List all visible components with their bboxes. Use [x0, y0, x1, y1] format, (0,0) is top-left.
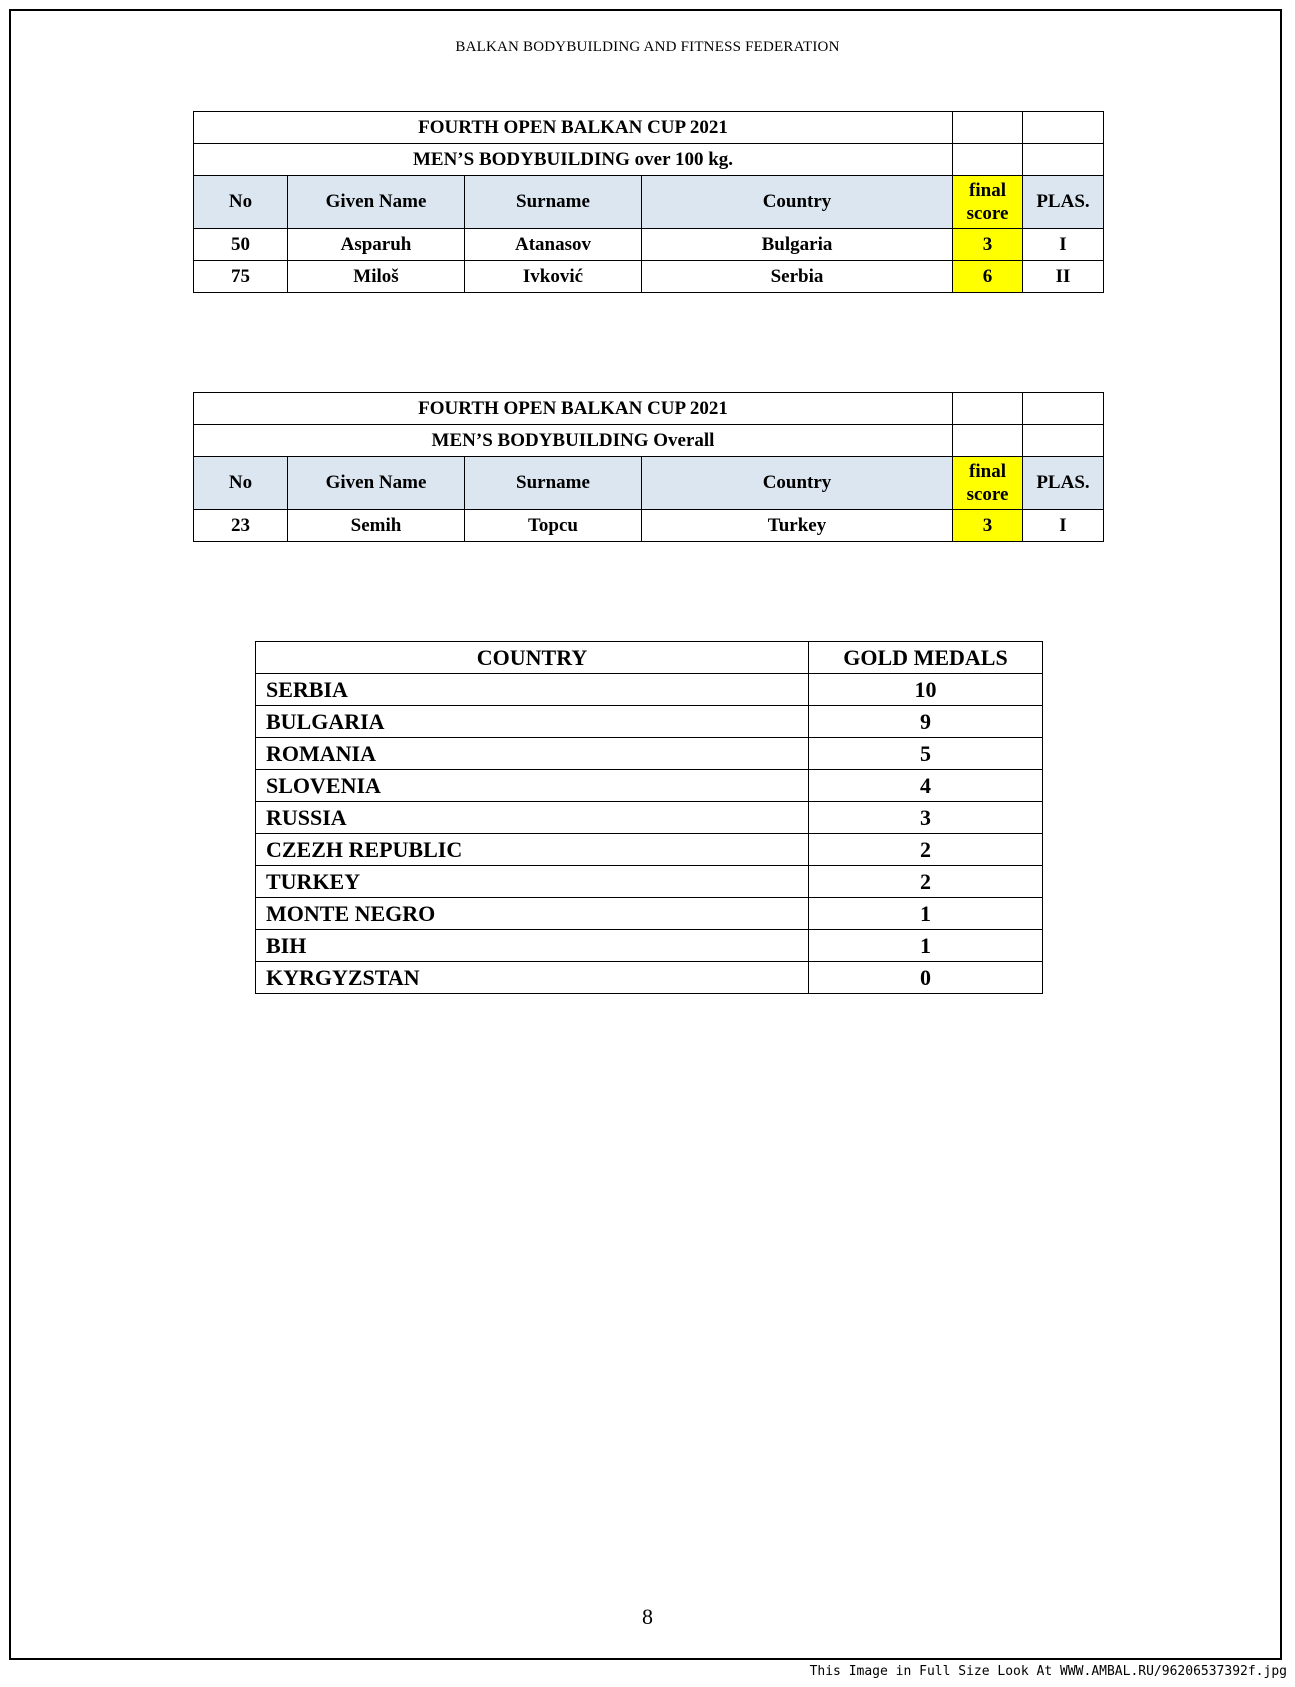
empty-cell	[1023, 144, 1104, 176]
medal-count: 3	[809, 802, 1043, 834]
medal-count: 1	[809, 930, 1043, 962]
medal-row	[256, 930, 1043, 962]
col-header-final-score	[953, 176, 1023, 229]
medal-country: BULGARIA	[256, 706, 809, 738]
final-label: final	[969, 180, 1006, 201]
medal-row	[256, 866, 1043, 898]
empty-cell	[1023, 425, 1104, 457]
medal-row	[256, 962, 1043, 994]
cell-final-score: 3	[953, 510, 1023, 542]
medal-country: BIH	[256, 930, 809, 962]
col-header-country: COUNTRY	[256, 642, 809, 674]
medal-count: 9	[809, 706, 1043, 738]
col-header-country: Country	[642, 176, 953, 229]
federation-header: BALKAN BODYBUILDING AND FITNESS FEDERATION	[455, 39, 840, 55]
gold-medals-table	[255, 641, 1043, 994]
medal-row	[256, 898, 1043, 930]
col-header-gold-medals: GOLD MEDALS	[809, 642, 1043, 674]
col-header-placement: PLAS.	[1023, 457, 1104, 510]
category-title: MEN’S BODYBUILDING over 100 kg.	[194, 144, 953, 176]
medal-country: CZEZH REPUBLIC	[256, 834, 809, 866]
cell-final-score: 6	[953, 261, 1023, 293]
medal-count: 4	[809, 770, 1043, 802]
cell-no: 23	[194, 510, 288, 542]
cell-surname: Topcu	[465, 510, 642, 542]
cell-given-name: Semih	[288, 510, 465, 542]
medal-row	[256, 738, 1043, 770]
cell-surname: Atanasov	[465, 229, 642, 261]
cell-country: Serbia	[642, 261, 953, 293]
score-label: score	[966, 203, 1009, 224]
results-table-overall	[193, 392, 1104, 542]
empty-cell	[1023, 112, 1104, 144]
cell-given-name: Asparuh	[288, 229, 465, 261]
medal-count: 2	[809, 866, 1043, 898]
category-title: MEN’S BODYBUILDING Overall	[194, 425, 953, 457]
empty-cell	[953, 425, 1023, 457]
results-table-over-100kg	[193, 111, 1104, 293]
medal-count: 0	[809, 962, 1043, 994]
medal-count: 5	[809, 738, 1043, 770]
medal-country: KYRGYZSTAN	[256, 962, 809, 994]
medal-row	[256, 834, 1043, 866]
score-label: score	[966, 484, 1009, 505]
empty-cell	[953, 144, 1023, 176]
medal-country: TURKEY	[256, 866, 809, 898]
medal-country: RUSSIA	[256, 802, 809, 834]
competition-title: FOURTH OPEN BALKAN CUP 2021	[194, 112, 953, 144]
medal-row	[256, 706, 1043, 738]
col-header-country: Country	[642, 457, 953, 510]
medal-country: MONTE NEGRO	[256, 898, 809, 930]
col-header-final-score	[953, 457, 1023, 510]
medal-count: 2	[809, 834, 1043, 866]
table-row	[194, 229, 1104, 261]
col-header-surname: Surname	[465, 176, 642, 229]
cell-country: Turkey	[642, 510, 953, 542]
medal-row	[256, 802, 1043, 834]
col-header-placement: PLAS.	[1023, 176, 1104, 229]
cell-country: Bulgaria	[642, 229, 953, 261]
medal-count: 1	[809, 898, 1043, 930]
competition-title: FOURTH OPEN BALKAN CUP 2021	[194, 393, 953, 425]
cell-surname: Ivković	[465, 261, 642, 293]
col-header-no: No	[194, 457, 288, 510]
medal-row	[256, 674, 1043, 706]
medal-country: SLOVENIA	[256, 770, 809, 802]
cell-placement: II	[1023, 261, 1104, 293]
col-header-no: No	[194, 176, 288, 229]
page-number: 8	[642, 1604, 653, 1629]
watermark-text: This Image in Full Size Look At WWW.AMBAL.RU/96206537392f.jpg	[809, 1664, 1287, 1679]
cell-placement: I	[1023, 229, 1104, 261]
col-header-given-name: Given Name	[288, 176, 465, 229]
table-row	[194, 261, 1104, 293]
col-header-surname: Surname	[465, 457, 642, 510]
final-label: final	[969, 461, 1006, 482]
empty-cell	[1023, 393, 1104, 425]
medal-country: SERBIA	[256, 674, 809, 706]
empty-cell	[953, 393, 1023, 425]
medal-country: ROMANIA	[256, 738, 809, 770]
cell-final-score: 3	[953, 229, 1023, 261]
cell-placement: I	[1023, 510, 1104, 542]
table-row	[194, 510, 1104, 542]
cell-no: 50	[194, 229, 288, 261]
medal-row	[256, 770, 1043, 802]
cell-no: 75	[194, 261, 288, 293]
medal-count: 10	[809, 674, 1043, 706]
cell-given-name: Miloš	[288, 261, 465, 293]
col-header-given-name: Given Name	[288, 457, 465, 510]
empty-cell	[953, 112, 1023, 144]
